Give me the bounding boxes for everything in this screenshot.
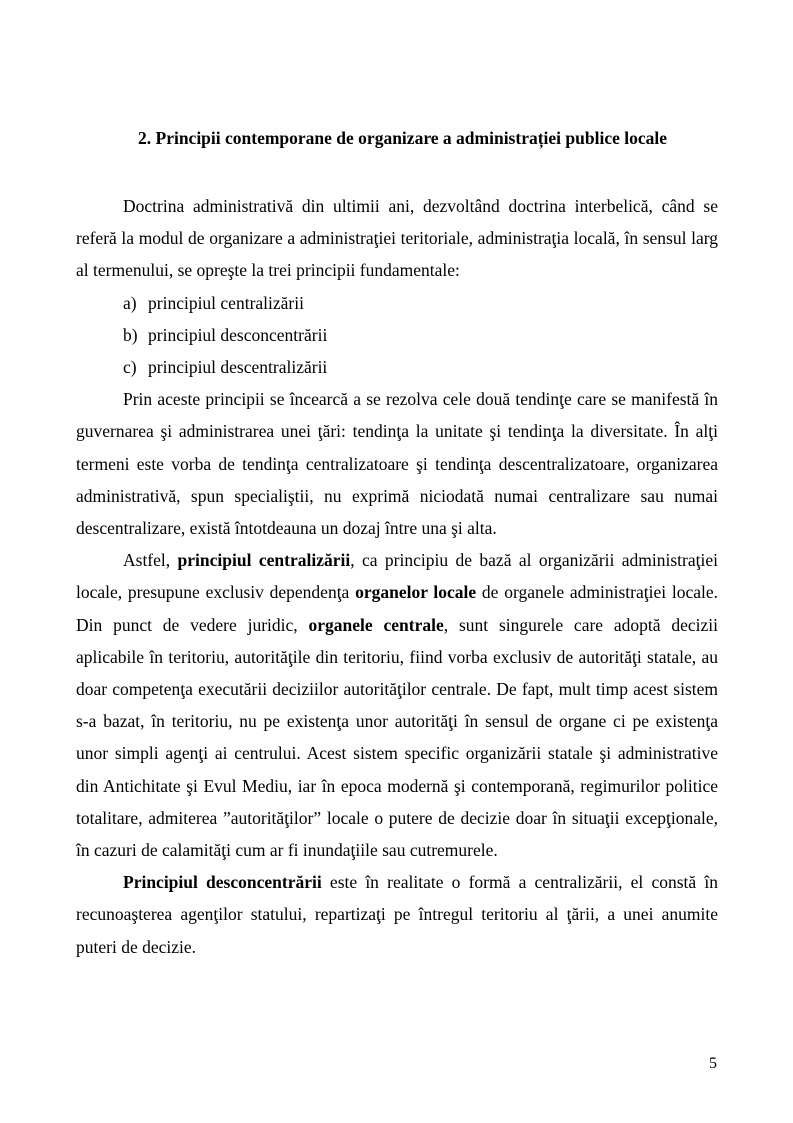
paragraph-tendencies: Prin aceste principii se încearcă a se rezolva cele două tendinţe care se manifestă în guvernarea şi administrarea unei ţări: tendinţa la unitate şi tendinţa la diversitate. În alţi termeni este vorba de tendinţa centralizatoare şi tendinţa descentralizatoare, organizarea administrativă, spun specialiştii, nu exprimă niciodată numai centralizare sau numai descentralizare, există întotdeauna un dozaj între una şi alta. xyxy=(76,389,718,539)
paragraph-text: , ca principiu de bază al organizării administraţiei locale, presupune exclusiv dependenţa xyxy=(76,550,718,603)
term-deconcentration: Principiul desconcentrării xyxy=(123,872,322,893)
list-item xyxy=(76,319,718,351)
list-marker: b) xyxy=(123,324,138,345)
page-number: 5 xyxy=(709,1055,717,1072)
list-item xyxy=(76,287,718,319)
term-local-organs: organelor locale xyxy=(355,582,477,603)
term-central-organs: organele centrale xyxy=(308,614,444,635)
principles-list xyxy=(76,287,718,384)
intro-paragraph: Doctrina administrativă din ultimii ani, dezvoltând doctrina interbelică, când se referă la modul de organizare a administraţiei teritoriale, administraţia locală, în sensul larg al termenului, se opreşte la trei principii fundamentale: xyxy=(76,196,718,281)
paragraph-centralization xyxy=(76,544,718,866)
document-body xyxy=(76,190,718,963)
list-item xyxy=(76,351,718,383)
list-item-text: principiul descentralizării xyxy=(148,357,328,378)
paragraph-text: , sunt singurele care adoptă decizii aplicabile în teritoriu, autorităţile din teritoriu, fiind vorba exclusiv de autorităţi statale, au doar competenţa executării deciziilor autorităţilor centrale. De fapt, mult timp acest sistem s-a bazat, în teritoriu, nu pe existenţa unor autorităţi în sensul de organe ci pe existenţa unor simpli agenţi ai centrului. Acest sistem specific organizării statale şi administrative din Antichitate şi Evul Mediu, iar în epoca modernă şi contemporană, regimurilor politice totalitare, admiterea ”autorităţilor” locale o putere de decizie doar în situaţii excepţionale, în cazuri de calamităţi cum ar fi inundaţiile sau cutremurele. xyxy=(76,614,719,861)
paragraph-text: este în realitate o formă a centralizării, el constă în recunoaşterea agenţilor statului, repartizaţi pe întregul teritoriu al ţării, a unei anumite puteri de decizie. xyxy=(76,872,718,957)
paragraph-text: de organele administraţiei locale. Din punct de vedere juridic, xyxy=(76,582,718,635)
list-marker: a) xyxy=(123,292,137,313)
term-centralization: principiul centralizării xyxy=(177,550,351,571)
list-item-text: principiul desconcentrării xyxy=(148,324,328,345)
list-marker: c) xyxy=(123,357,137,378)
paragraph-lead: Astfel, xyxy=(123,550,178,571)
paragraph-deconcentration xyxy=(76,866,718,963)
section-heading: 2. Principii contemporane de organizare a administrației publice locale xyxy=(138,128,667,148)
list-item-text: principiul centralizării xyxy=(148,292,304,313)
